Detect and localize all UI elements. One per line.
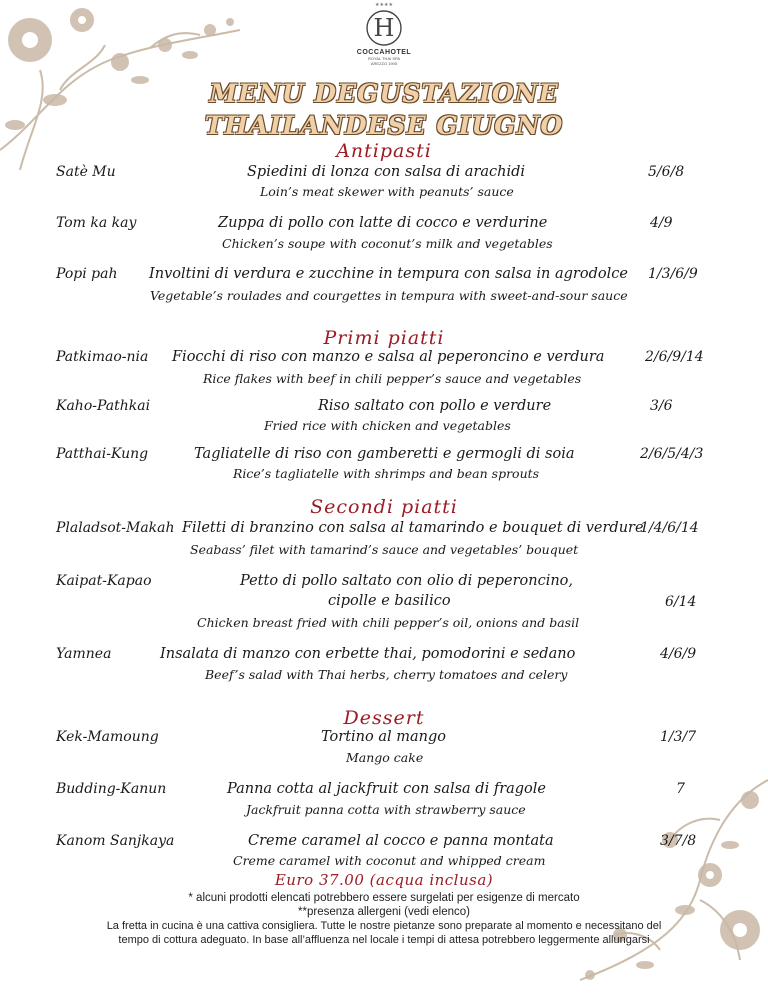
dish-english: Loin’s meat skewer with peanuts’ sauce <box>260 184 514 199</box>
section-title-primi: Primi piatti <box>323 327 445 349</box>
dish-name: Yamnea <box>56 646 112 662</box>
dish-english: Creme caramel with coconut and whipped cream <box>233 853 546 868</box>
svg-text:H: H <box>373 14 395 42</box>
logo-stars: ★★★★ <box>375 2 393 8</box>
note-wait-line2: tempo di cottura adeguato. In base all’affluenza nel locale i tempi di attesa potrebbero leggermente allungarsi <box>118 934 650 946</box>
dish-italian: Creme caramel al cocco e panna montata <box>248 833 554 849</box>
dish-english: Chicken breast fried with chili pepper’s oil, onions and basil <box>197 615 580 630</box>
note-wait-line1: La fretta in cucina è una cattiva consigliera. Tutte le nostre pietanze sono preparate al momento e necessitano del <box>106 920 662 932</box>
note-frozen: * alcuni prodotti elencati potrebbero essere surgelati per esigenze di mercato <box>188 892 580 904</box>
dish-name: Budding-Kanun <box>56 781 167 797</box>
dish-name: Kaho-Pathkai <box>56 398 151 414</box>
dish-italian: Petto di pollo saltato con olio di peperoncino, <box>240 573 574 589</box>
section-title-antipasti: Antipasti <box>336 140 432 162</box>
dish-english: Chicken’s soupe with coconut’s milk and vegetables <box>222 236 553 251</box>
dish-name: Kaipat-Kapao <box>56 573 152 589</box>
dish-english: Beef’s salad with Thai herbs, cherry tomatoes and celery <box>205 667 568 682</box>
dish-italian: Riso saltato con pollo e verdure <box>318 398 552 414</box>
dish-italian: Panna cotta al jackfruit con salsa di fragole <box>227 781 547 797</box>
dish-name: Kanom Sanjkaya <box>56 833 175 849</box>
dish-english: Rice’s tagliatelle with shrimps and bean sprouts <box>233 466 540 481</box>
dish-allergens: 5/6/8 <box>648 164 685 180</box>
dish-italian: Spiedini di lonza con salsa di arachidi <box>247 164 526 180</box>
dish-name: Tom ka kay <box>56 215 137 231</box>
dish-english: Mango cake <box>346 750 424 765</box>
dish-allergens: 1/3/7 <box>660 729 697 745</box>
dish-allergens: 1/3/6/9 <box>648 266 698 282</box>
dish-english: Jackfruit panna cotta with strawberry sauce <box>246 802 526 817</box>
dish-allergens: 1/4/6/14 <box>640 520 699 536</box>
dish-allergens: 4/9 <box>650 215 673 231</box>
dish-allergens: 2/6/5/4/3 <box>640 446 704 462</box>
hotel-logo <box>352 0 416 66</box>
menu-title-line2: THAILANDESE GIUGNO <box>204 111 564 140</box>
dish-italian: Involtini di verdura e zucchine in tempura con salsa in agrodolce <box>149 266 628 282</box>
dish-italian: Tortino al mango <box>321 729 446 745</box>
note-allergens: **presenza allergeni (vedi elenco) <box>298 906 470 918</box>
dish-allergens: 6/14 <box>665 594 697 610</box>
dish-italian: Tagliatelle di riso con gamberetti e germogli di soia <box>194 446 575 462</box>
menu-price: Euro 37.00 (acqua inclusa) <box>274 871 494 889</box>
dish-english: Rice flakes with beef in chili pepper’s sauce and vegetables <box>203 371 582 386</box>
dish-italian-cont: cipolle e basilico <box>328 593 451 609</box>
dish-name: Patkimao-nia <box>56 349 149 365</box>
dish-english: Seabass’ filet with tamarind’s sauce and vegetables’ bouquet <box>190 542 579 557</box>
dish-name: Satè Mu <box>56 164 116 180</box>
brand-tagline: AREZZO 1905 <box>370 61 398 66</box>
dish-name: Kek-Mamoung <box>56 729 159 745</box>
menu-title-line1: MENU DEGUSTAZIONE <box>209 79 559 108</box>
dish-english: Vegetable’s roulades and courgettes in tempura with sweet-and-sour sauce <box>150 288 628 303</box>
dish-english: Fried rice with chicken and vegetables <box>264 418 511 433</box>
dish-italian: Insalata di manzo con erbette thai, pomodorini e sedano <box>160 646 576 662</box>
section-title-secondi: Secondi piatti <box>310 496 458 518</box>
dish-name: Patthai-Kung <box>56 446 149 462</box>
dish-italian: Fiocchi di riso con manzo e salsa al peperoncino e verdura <box>172 349 605 365</box>
dish-allergens: 3/6 <box>650 398 673 414</box>
brand-subtitle: ROYAL THAI SPA <box>367 56 401 61</box>
brand-name: COCCAHOTEL <box>356 49 412 56</box>
dish-italian: Filetti di branzino con salsa al tamarindo e bouquet di verdure <box>182 520 644 536</box>
logo-monogram <box>364 8 404 48</box>
dish-name: Plaladsot-Makah <box>56 520 175 536</box>
dish-allergens: 4/6/9 <box>660 646 697 662</box>
dish-name: Popi pah <box>56 266 118 282</box>
dish-allergens: 3/7/8 <box>660 833 697 849</box>
dish-allergens: 7 <box>676 781 685 797</box>
section-title-dessert: Dessert <box>343 707 425 729</box>
dish-italian: Zuppa di pollo con latte di cocco e verdurine <box>218 215 548 231</box>
dish-allergens: 2/6/9/14 <box>645 349 704 365</box>
